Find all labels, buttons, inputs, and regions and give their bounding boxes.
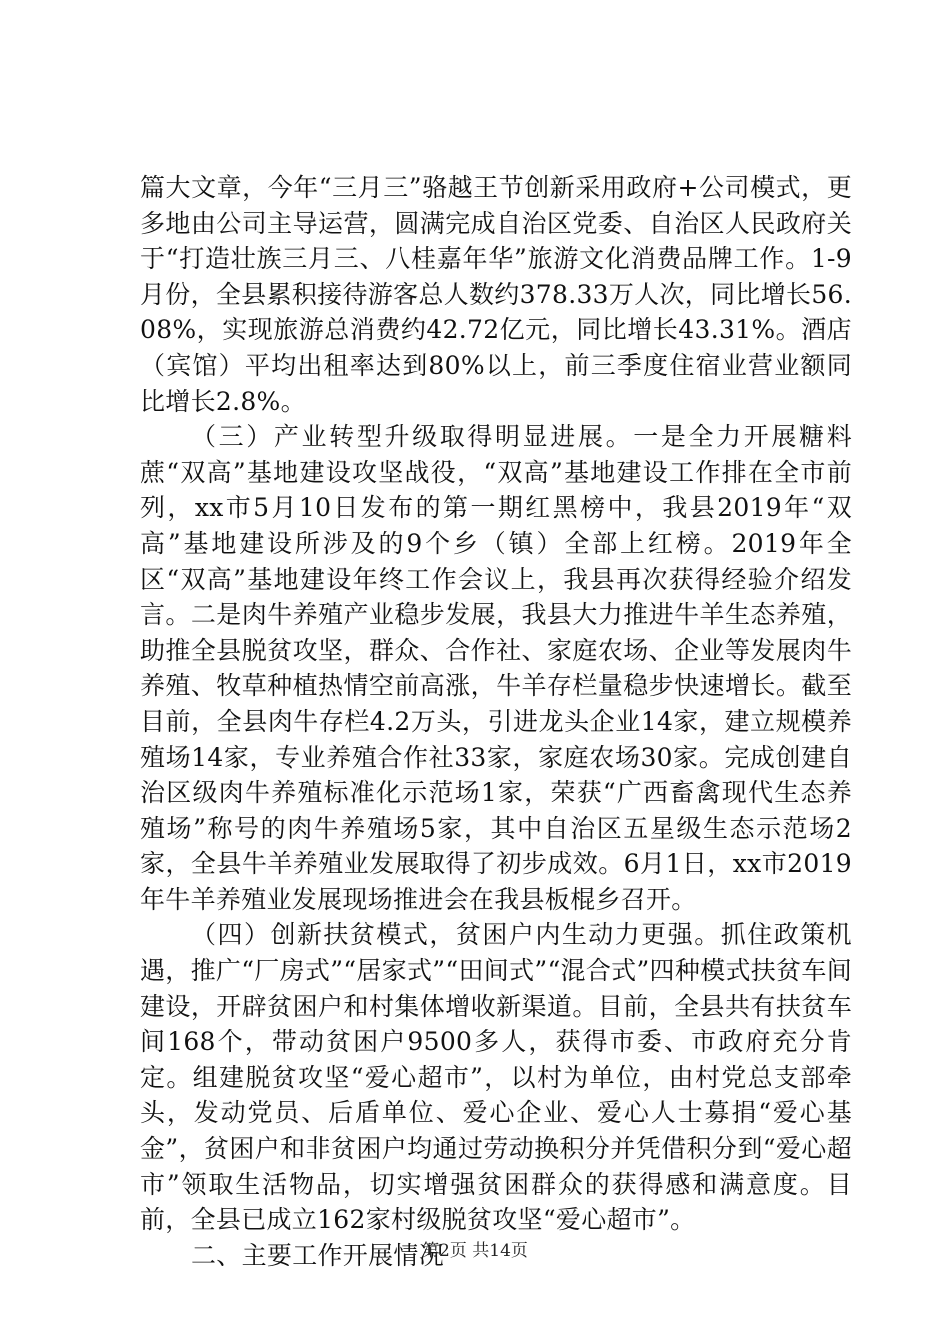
paragraph-industry-upgrade: （三）产业转型升级取得明显进展。一是全力开展糖料蔗“双高”基地建设攻坚战役，“双高”基地建设工作排在全市前列，xx市5月10日发布的第一期红黑榜中，我县2019年“双高”基地建设所涉及的9个乡（镇）全部上红榜。2019年全区“双高”基地建设年终工作会议上，我县再次获得经验介绍发言。二是肉牛养殖产业稳步发展，我县大力推进牛羊生态养殖，助推全县脱贫攻坚，群众、合作社、家庭农场、企业等发展肉牛养殖、牧草种植热情空前高涨，牛羊存栏量稳步快速增长。截至目前，全县肉牛存栏4.2万头，引进龙头企业14家，建立规模养殖场14家，专业养殖合作社33家，家庭农场30家。完成创建自治区级肉牛养殖标准化示范场1家，荣获“广西畜禽现代生态养殖场”称号的肉牛养殖场5家，其中自治区五星级生态示范场2家，全县牛羊养殖业发展取得了初步成效。6月1日，xx市2019年牛羊养殖业发展现场推进会在我县板棍乡召开。: [140, 422, 852, 914]
document-body: [140, 170, 852, 1273]
section-heading: 二、主要工作开展情况: [191, 1240, 445, 1270]
page-footer: 第2页 共14页: [422, 1241, 528, 1261]
paragraph-tourism-continued: 篇大文章，今年“三月三”骆越王节创新采用政府+公司模式，更多地由公司主导运营，圆满完成自治区党委、自治区人民政府关于“打造壮族三月三、八桂嘉年华”旅游文化消费品牌工作。1-9月份，全县累积接待游客总人数约378.33万人次，同比增长56.08%，实现旅游总消费约42.72亿元，同比增长43.31%。酒店（宾馆）平均出租率达到80%以上，前三季度住宿业营业额同比增长2.8%。: [140, 173, 852, 416]
paragraph-poverty-alleviation: （四）创新扶贫模式，贫困户内生动力更强。抓住政策机遇，推广“厂房式”“居家式”“田间式”“混合式”四种模式扶贫车间建设，开辟贫困户和村集体增收新渠道。目前，全县共有扶贫车间168个，带动贫困户9500多人，获得市委、市政府充分肯定。组建脱贫攻坚“爱心超市”，以村为单位，由村党总支部牵头，发动党员、后盾单位、爱心企业、爱心人士募捐“爱心基金”，贫困户和非贫困户均通过劳动换积分并凭借积分到“爱心超市”领取生活物品，切实增强贫困群众的获得感和满意度。目前，全县已成立162家村级脱贫攻坚“爱心超市”。: [140, 920, 852, 1235]
